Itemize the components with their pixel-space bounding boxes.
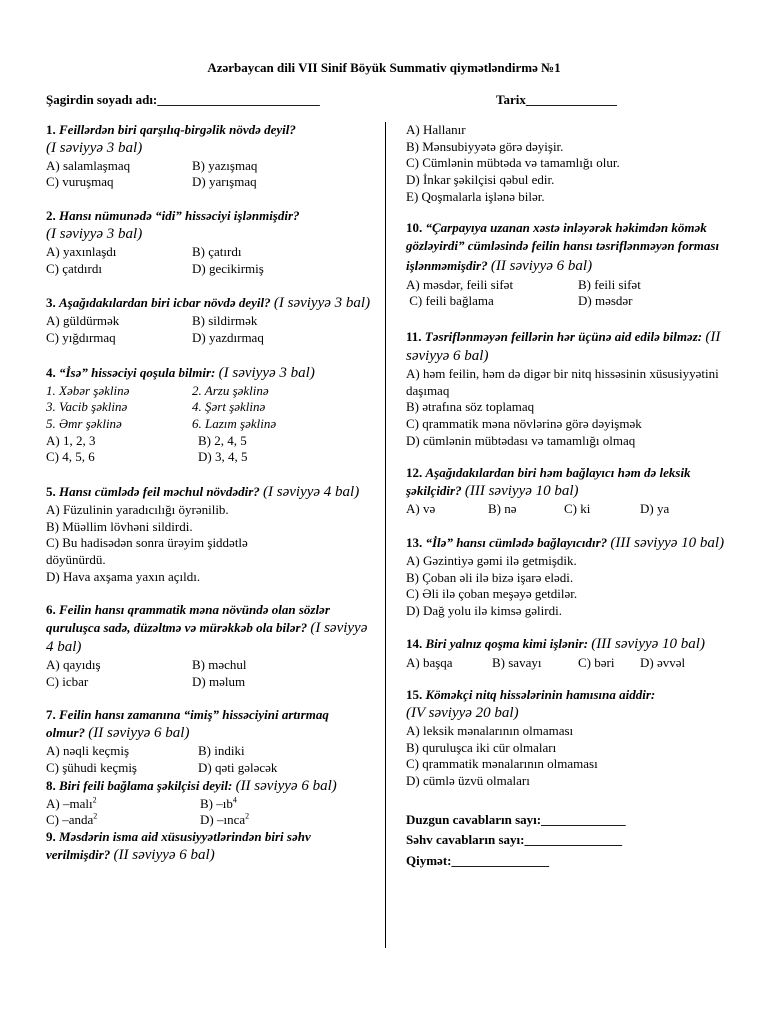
item-5: 5. Əmr şəklinə [46, 416, 122, 431]
question-text: “Çarpayıya uzanan xəstə inləyərək həkimdən kömək gözləyirdi” cümləsində feilin hansı təsriflənməyən forması işlənməmişdir? [406, 220, 720, 273]
question-text: “İsə” hissəciyi qoşula bilmir: [59, 364, 216, 380]
question-number: 11. [406, 328, 422, 344]
option-d: D) cümlə üzvü olmaları [406, 772, 530, 788]
question-level: (I səviyyə 4 bal) [46, 619, 368, 655]
option-d: D) 3, 4, 5 [198, 449, 248, 465]
option-d: D) ya [640, 501, 670, 517]
question-number: 14. [406, 636, 423, 652]
option-d: D) əvvəl [640, 654, 686, 670]
question-6 [46, 602, 371, 690]
grade-field: Qiymət:_______________ [406, 853, 549, 869]
option-a: A) Füzulinin yaradıcılığı öyrənilib. [46, 502, 229, 518]
option-b: B) quruluşca iki cür olmaları [406, 739, 557, 755]
option-a: A) Hallanır [406, 122, 466, 137]
option-d: D) Dağ yolu ilə kimsə gəlirdi. [406, 602, 562, 618]
option-d: D) yarışmaq [192, 174, 257, 190]
option-a: A) 1, 2, 3 [46, 432, 96, 448]
question-1 [46, 122, 371, 191]
option-a: A) və [406, 501, 436, 517]
option-b: B) $-ıb^4$ [200, 795, 237, 811]
question-11 [406, 328, 726, 450]
option-d: D) məlum [192, 673, 246, 689]
question-level: (II səviyyə 6 bal) [235, 777, 337, 794]
option-c: C) feili bağlama [406, 293, 494, 309]
option-b: B) Mənsubiyyətə görə dəyişir. [406, 138, 564, 154]
item-4: 4. Şərt şəklinə [192, 399, 266, 415]
question-text: “İlə” hansı cümlədə bağlayıcıdır? [425, 534, 608, 550]
question-number: 1. [46, 122, 56, 137]
option-c: C) 4, 5, 6 [46, 449, 95, 465]
option-a: A) –malı$^2$ [46, 795, 97, 811]
question-number: 8. [46, 777, 56, 793]
question-3 [46, 294, 371, 346]
question-level: (I səviyyə 4 bal) [263, 483, 360, 500]
item-2: 2. Arzu şəklinə [192, 382, 269, 398]
option-c: C) Əli ilə çoban meşəyə getdilər. [406, 586, 578, 602]
question-13 [406, 534, 726, 620]
question-text: Təsriflənməyən feillərin hər üçünə aid edilə bilməz: [424, 328, 703, 344]
question-text: Feilin hansı qrammatik məna növündə olan sözlər quruluşca sadə, düzəltmə və mürəkkəb ola bilər? [46, 602, 330, 635]
question-15 [406, 687, 726, 789]
question-level: (II səviyyə 6 bal) [406, 328, 721, 364]
option-d: D) gecikirmiş [192, 260, 264, 276]
option-a: A) qayıdış [46, 657, 101, 673]
option-c: C) vuruşmaq [46, 174, 114, 190]
option-c: C) yığdırmaq [46, 329, 116, 345]
question-number: 6. [46, 602, 56, 618]
correct-answers-field: Duzgun cavabların sayı:_____________ [406, 811, 626, 827]
wrong-answers-field: Səhv cavabların sayı:_______________ [406, 832, 622, 848]
question-number: 4. [46, 364, 56, 380]
question-text: Biri yalnız qoşma kimi işlənir: [425, 636, 589, 652]
option-c: C) Cümlənin mübtəda və tamamlığı olur. [406, 155, 620, 171]
option-d: D) məsdər [578, 293, 633, 309]
item-3: 3. Vacib şəklinə [46, 399, 128, 415]
option-b: B) məchul [192, 657, 247, 673]
question-number: 7. [46, 707, 56, 723]
option-b: B) sildirmək [192, 313, 258, 329]
option-c: C) qrammatik mənalarının olmaması [406, 756, 598, 772]
question-number: 5. [46, 483, 56, 499]
question-level: (I səviyyə 3 bal) [273, 295, 371, 312]
question-text: Hansı nümunədə “idi” hissəciyi işlənmişdir? [59, 208, 300, 224]
option-c: C) qrammatik məna növlərinə görə dəyişmək [406, 416, 642, 431]
question-4 [46, 364, 371, 466]
option-a: A) salamlaşmaq [46, 157, 131, 173]
question-level: (II səviyyə 6 bal) [88, 725, 190, 742]
question-7 [46, 707, 371, 776]
option-c: C) –anda$^2$ [46, 811, 98, 828]
option-b: B) savayı [492, 654, 542, 670]
option-c: C) bəri [578, 654, 615, 670]
option-a: A) Gəzintiyə gəmi ilə getmişdik. [406, 552, 577, 568]
column-divider [385, 122, 386, 948]
question-number: 10. [406, 220, 423, 236]
option-a: A) başqa [406, 654, 453, 670]
question-number: 13. [406, 534, 423, 550]
question-text: Aşağıdakılardan biri həm bağlayıcı həm də leksik şəkilçidir? [406, 465, 691, 498]
option-c: C) çatdırdı [46, 260, 102, 276]
option-b: B) çatırdı [192, 243, 242, 259]
question-level: (II səviyyə 6 bal) [113, 846, 215, 863]
option-d: D) qəti gələcək [198, 759, 278, 775]
question-level: (III səviyyə 10 bal) [591, 636, 705, 653]
question-number: 9. [46, 828, 56, 844]
option-c: C) ki [564, 501, 591, 517]
option-d: D) İnkar şəkilçisi qəbul edir. [406, 171, 555, 187]
question-9-options [406, 122, 726, 205]
option-c: C) şühudi keçmiş [46, 759, 137, 775]
option-d: D) yazdırmaq [192, 329, 264, 345]
option-e: E) Qoşmalarla işlənə bilər. [406, 188, 545, 204]
question-12 [406, 465, 726, 517]
option-a: A) həm feilin, həm də digər bir nitq hissəsinin xüsusiyyətini daşımaq [406, 366, 719, 398]
option-d: D) –ınca$^2$ [200, 811, 250, 828]
question-level: (II səviyyə 6 bal) [490, 257, 593, 274]
question-number: 3. [46, 295, 56, 311]
question-level: (IV səviyyə 20 bal) [406, 704, 519, 721]
question-10 [406, 219, 726, 310]
question-level: (III səviyyə 10 bal) [610, 534, 725, 551]
option-b: B) feili sifət [578, 276, 641, 292]
question-level: (I səviyyə 3 bal) [46, 225, 143, 242]
question-text: Feillərdən biri qarşılıq-birgəlik növdə deyil? [59, 122, 296, 137]
question-text: Hansı cümlədə feil məchul növdədir? [59, 483, 260, 499]
question-level: (I səviyyə 3 bal) [218, 364, 315, 381]
question-level: (I səviyyə 3 bal) [46, 139, 143, 156]
question-text: Köməkçi nitq hissələrinin hamısına aiddir: [425, 687, 656, 703]
page-title: Azərbaycan dili VII Sinif Böyük Summativ qiymətləndirmə №1 [207, 60, 561, 75]
option-c: C) Bu hadisədən sonra ürəyim şiddətlə döyünürdü. [46, 535, 248, 567]
question-number: 12. [406, 465, 423, 481]
option-c: C) icbar [46, 673, 89, 689]
option-a: A) nəqli keçmiş [46, 743, 130, 759]
question-8 [46, 777, 371, 829]
option-b: B) nə [488, 501, 517, 517]
question-number: 15. [406, 687, 423, 703]
option-b: B) ətrafına söz toplamaq [406, 399, 535, 415]
student-name-field: Şagirdin soyadı adı:_________________________ [46, 92, 320, 107]
option-a: A) məsdər, feili sifət [406, 276, 514, 292]
date-field: Tarix______________ [496, 92, 617, 107]
option-b: B) yazışmaq [192, 157, 258, 173]
question-level: (III səviyyə 10 bal) [464, 482, 579, 499]
question-text: Məsdərin isma aid xüsusiyyətlərindən biri səhv verilmişdir? [46, 828, 311, 862]
question-text: Biri feili bağlama şəkilçisi deyil: [59, 777, 233, 793]
item-1: 1. Xəbər şəklinə [46, 382, 130, 398]
item-6: 6. Lazım şəklinə [192, 416, 277, 431]
question-5 [46, 483, 371, 585]
option-b: B) Çoban əli ilə bizə işarə elədi. [406, 569, 574, 585]
option-a: A) leksik mənalarının olmaması [406, 723, 574, 738]
option-a: A) güldürmək [46, 313, 120, 329]
option-b: B) 2, 4, 5 [198, 432, 247, 448]
option-d: D) cümlənin mübtədası və tamamlığı olmaq [406, 432, 636, 448]
question-14 [406, 635, 726, 671]
left-column [46, 122, 371, 865]
right-column [406, 122, 726, 872]
option-b: B) indiki [198, 743, 245, 759]
question-9 [46, 829, 371, 865]
score-summary [406, 810, 726, 872]
question-2 [46, 208, 371, 277]
question-text: Aşağıdakılardan biri icbar növdə deyil? [59, 295, 271, 311]
option-a: A) yaxınlaşdı [46, 243, 117, 259]
question-text: Feilin hansı zamanına “imiş” hissəciyini artırmaq olmur? [46, 707, 329, 741]
question-number: 2. [46, 208, 56, 224]
option-b: B) Müəllim lövhəni sildirdi. [46, 518, 193, 534]
option-d: D) Hava axşama yaxın açıldı. [46, 568, 201, 584]
